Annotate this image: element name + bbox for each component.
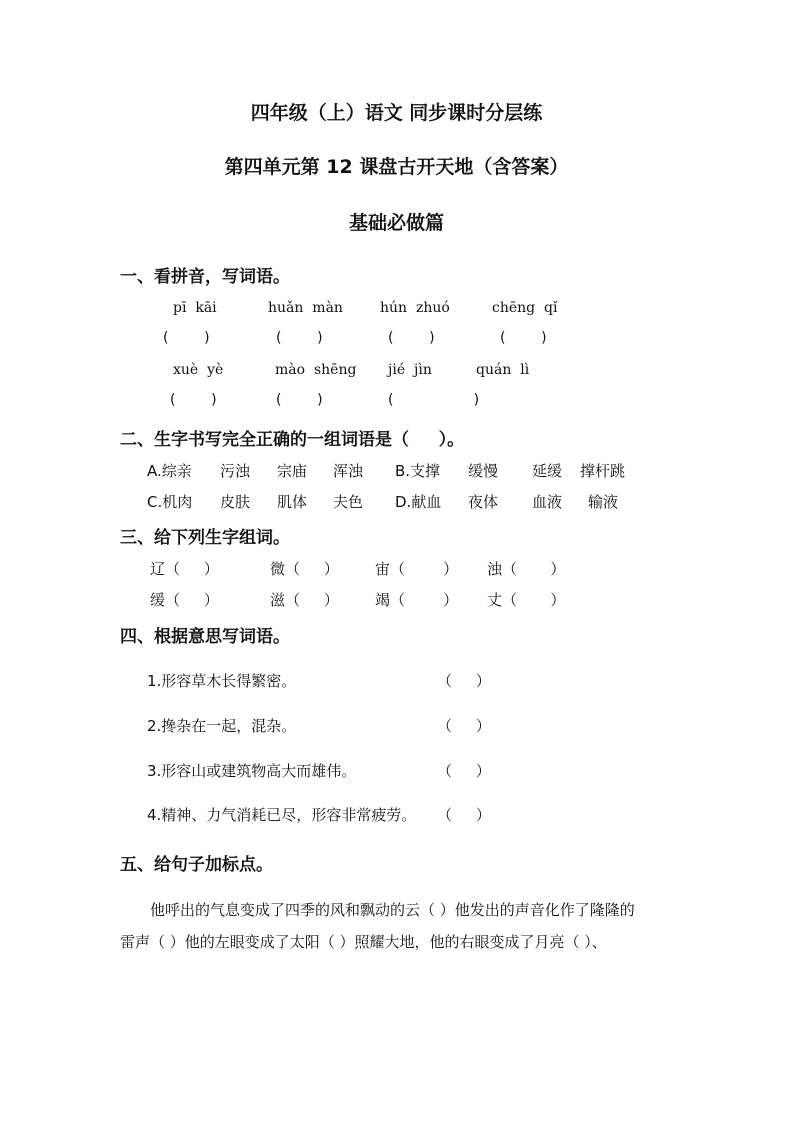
option-word: C.机肉 (147, 493, 193, 511)
word-group-blank[interactable]: 竭（ ） (375, 591, 459, 609)
option-word: 夫色 (333, 493, 364, 511)
pinyin-item: xuè yè (173, 362, 224, 378)
option-word: 肌体 (277, 493, 308, 511)
definition-item: 3.形容山或建筑物高大而雄伟。 (147, 762, 357, 780)
answer-blank[interactable]: （ ） (437, 762, 491, 780)
word-group-blank[interactable]: 浊（ ） (487, 560, 566, 578)
answer-blank[interactable]: （ ） (437, 717, 491, 735)
option-word: D.献血 (395, 493, 442, 511)
word-group-blank[interactable]: 缓（ ） (150, 591, 219, 609)
option-word: 浑浊 (333, 462, 364, 480)
option-word: A.综亲 (147, 462, 192, 480)
pinyin-item: jié jìn (388, 362, 432, 378)
section-1-heading: 一、看拼音，写词语。 (120, 267, 290, 287)
word-group-blank[interactable]: 丈（ ） (487, 591, 566, 609)
word-group-blank[interactable]: 宙（ ） (375, 560, 459, 578)
option-word: 缓慢 (468, 462, 499, 480)
definition-item: 4.精神、力气消耗已尽，形容非常疲劳。 (147, 806, 417, 824)
pinyin-item: hún zhuó (380, 300, 450, 316)
answer-blank[interactable]: ( ) (500, 330, 547, 346)
answer-blank[interactable]: （ ） (437, 806, 491, 824)
option-word: 输液 (588, 493, 619, 511)
option-word: 皮肤 (220, 493, 251, 511)
answer-blank[interactable]: ( ) (276, 330, 323, 346)
option-word: 血液 (532, 493, 563, 511)
option-word: 夜体 (468, 493, 499, 511)
section-5-heading: 五、给句子加标点。 (120, 855, 273, 875)
worksheet-title: 四年级（上）语文 同步课时分层练 (250, 102, 543, 124)
paragraph-line: 雷声（ ）他的左眼变成了太阳（ ）照耀大地，他的右眼变成了月亮（ ）、 (120, 933, 607, 951)
section-4-heading: 四、根据意思写词语。 (120, 627, 290, 647)
option-word: 撑杆跳 (580, 462, 626, 480)
section-3-heading: 三、给下列生字组词。 (120, 528, 290, 548)
pinyin-item: quán lì (476, 362, 530, 378)
option-word: 延缓 (532, 462, 563, 480)
pinyin-item: pī kāi (173, 300, 217, 316)
level-label: 基础必做篇 (348, 212, 444, 234)
word-group-blank[interactable]: 滋（ ） (270, 591, 339, 609)
answer-blank[interactable]: （ ） (437, 672, 491, 690)
pinyin-item: huǎn màn (268, 300, 343, 316)
answer-blank[interactable]: ( ) (388, 392, 480, 408)
definition-item: 2.搀杂在一起，混杂。 (147, 717, 297, 735)
answer-blank[interactable]: ( ) (276, 392, 323, 408)
paragraph-line: 他呼出的气息变成了四季的风和飘动的云（ ）他发出的声音化作了隆隆的 (150, 901, 635, 919)
answer-blank[interactable]: ( ) (170, 392, 217, 408)
lesson-title: 第四单元第 12 课盘古开天地（含答案） (224, 156, 569, 178)
option-word: 宗庙 (277, 462, 308, 480)
option-word: 污浊 (220, 462, 251, 480)
definition-item: 1.形容草木长得繁密。 (147, 672, 297, 690)
word-group-blank[interactable]: 辽（ ） (150, 560, 219, 578)
pinyin-item: mào shēng (275, 362, 357, 378)
word-group-blank[interactable]: 微（ ） (270, 560, 339, 578)
option-word: B.支撑 (395, 462, 441, 480)
section-2-heading: 二、生字书写完全正确的一组词语是（ ）。 (120, 430, 465, 450)
answer-blank[interactable]: ( ) (163, 330, 210, 346)
answer-blank[interactable]: ( ) (388, 330, 435, 346)
pinyin-item: chēng qǐ (492, 300, 558, 316)
